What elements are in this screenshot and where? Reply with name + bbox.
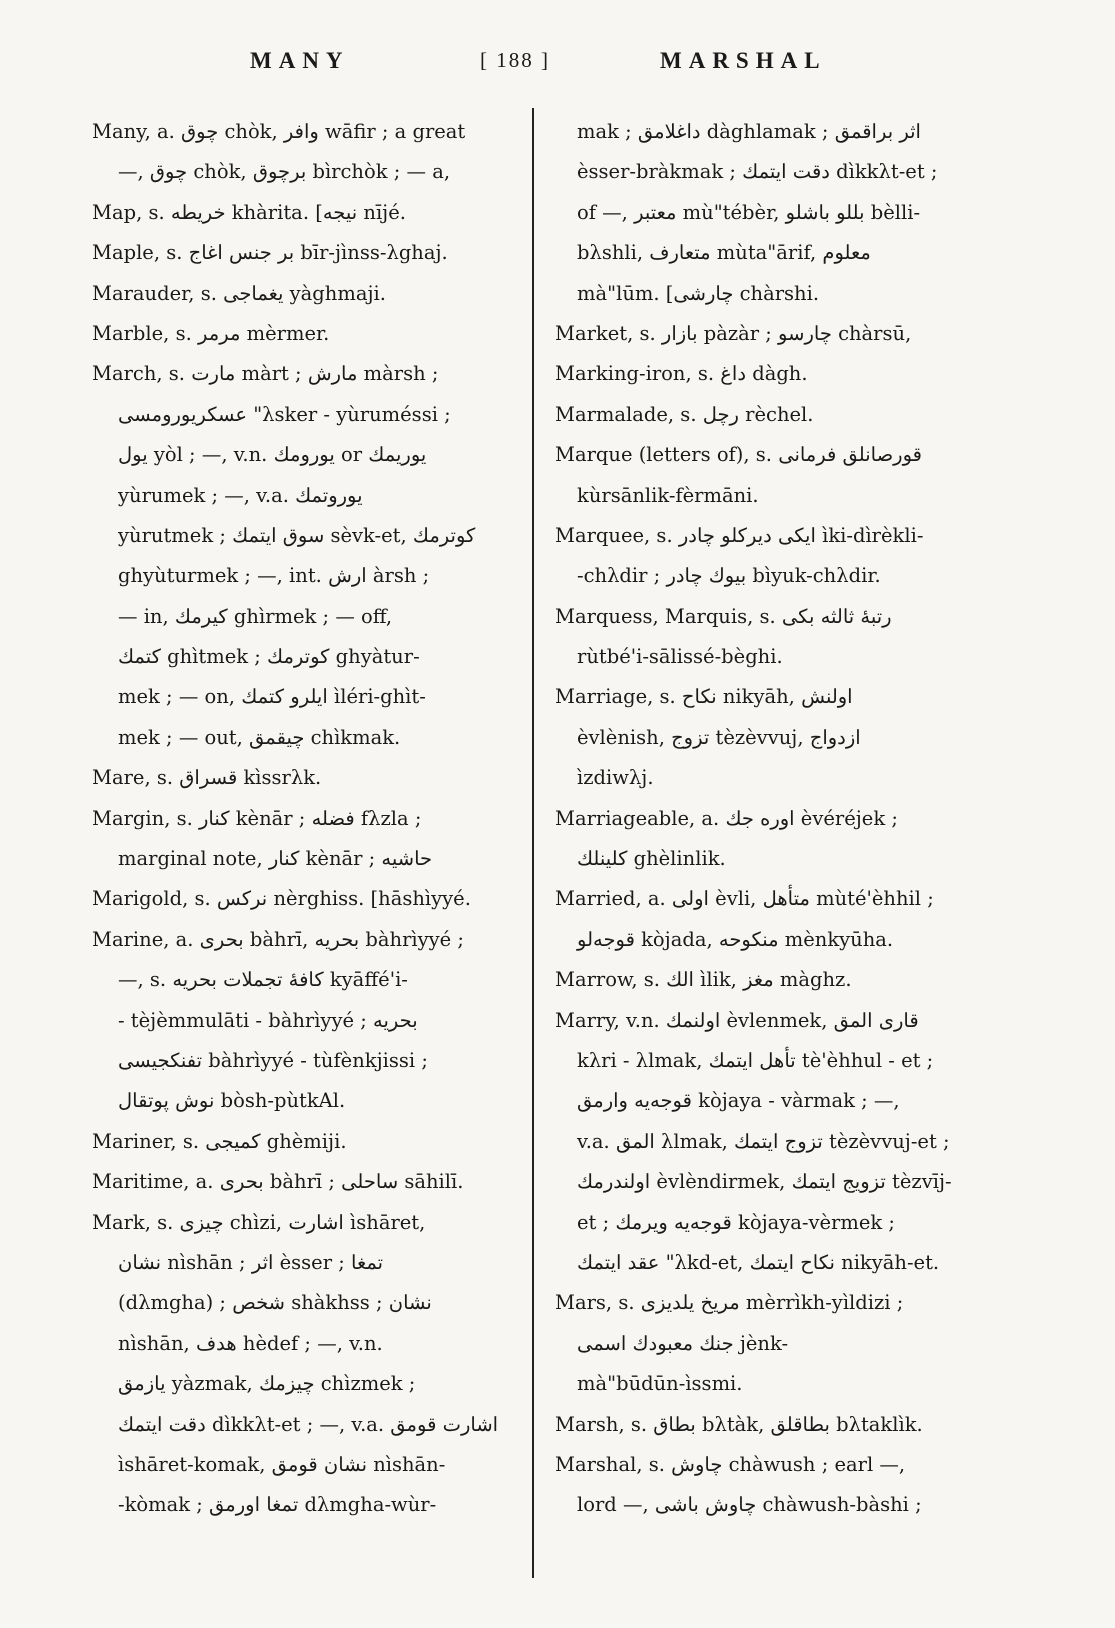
dictionary-line: كتمك ghìtmek ; كوترمك ghyàtur-	[118, 645, 420, 669]
dictionary-line: Marquess, Marquis, s. رتبۀ ثالثه بكى	[555, 604, 892, 628]
dictionary-line: Marble, s. مرمر mèrmer.	[92, 321, 330, 345]
dictionary-line: Marigold, s. نركس nèrghiss. [hāshìyyé.	[92, 887, 471, 911]
dictionary-line: yùrumek ; —, v.a. يوروتمك	[118, 483, 363, 507]
dictionary-line: Maple, s. بر جنس اغاج bīr-jìnss-λghaj.	[92, 241, 448, 265]
right-column	[555, 112, 970, 1526]
dictionary-line: lord —, چاوش باشى chàwush-bàshi ;	[577, 1493, 922, 1517]
dictionary-line: mek ; — on, ايلرو كتمك ìléri-ghìt-	[118, 685, 426, 709]
dictionary-line: kùrsānlik-fèrmāni.	[577, 483, 759, 507]
dictionary-line: mak ; داغلامق dàghlamak ; اثر براقمق	[577, 120, 921, 143]
left-column	[92, 112, 507, 1526]
dictionary-line: Marrow, s. الك ìlik, مغز màghz.	[555, 968, 852, 992]
dictionary-line: Marine, a. بحرى bàhrī, بحريه bàhrìyyé ;	[92, 927, 464, 951]
dictionary-line: Mariner, s. كميجى ghèmiji.	[92, 1129, 347, 1153]
page-number: [ 188 ]	[480, 48, 550, 72]
dictionary-line: —, چوق chòk, برچوق bìrchòk ; — a,	[118, 160, 451, 184]
dictionary-line: Marquee, s. ايكى ديركلو چادر ìki-dìrèkli-	[555, 523, 924, 547]
dictionary-line: Marque (letters of), s. قورصانلق فرمانى	[555, 443, 922, 467]
dictionary-line: marginal note, كنار kènār ; حاشيه	[118, 847, 433, 871]
dictionary-line: - tèjèmmulāti - bàhrìyyé ; بحريه	[118, 1008, 418, 1032]
dictionary-line: nìshān, هدف hèdef ; —, v.n.	[118, 1331, 383, 1355]
dictionary-line: mà"būdūn-ìssmi.	[577, 1372, 743, 1396]
dictionary-line: قوجه‌يه وارمق kòjaya - vàrmak ; —,	[577, 1089, 900, 1113]
dictionary-line: mek ; — out, چيقمق chìkmak.	[118, 725, 401, 749]
dictionary-line: يازمق yàzmak, چيزمك chìzmek ;	[118, 1372, 416, 1396]
dictionary-line: Marsh, s. بطاق bλtàk, بطاقلق bλtaklìk.	[555, 1412, 923, 1436]
dictionary-line: Marry, v.n. اولنمك èvlenmek, قارى المق	[555, 1008, 919, 1032]
dictionary-line: كلينلك ghèlinlik.	[577, 847, 726, 871]
dictionary-line: March, s. مارت màrt ; مارش màrsh ;	[92, 362, 439, 386]
dictionary-line: et ; قوجه‌يه ويرمك kòjaya-vèrmek ;	[577, 1210, 895, 1234]
dictionary-line: -kòmak ; تمغا اورمق dλmgha-wùr-	[118, 1493, 437, 1517]
dictionary-line: Marking-iron, s. داغ dàgh.	[555, 362, 808, 386]
dictionary-line: -chλdir ; بيوك چادر bìyuk-chλdir.	[577, 564, 881, 588]
dictionary-line: Many, a. چوق chòk, وافر wāfir ; a great	[92, 120, 466, 143]
dictionary-line: Married, a. اولى èvli, متأهل mùté'èhhil ;	[555, 887, 934, 911]
dictionary-line: Market, s. بازار pàzàr ; چارسو chàrsū,	[555, 321, 912, 345]
dictionary-line: (dλmgha) ; شخص shàkhss ; نشان	[118, 1291, 432, 1315]
dictionary-line: يول yòl ; —, v.n. يورومك or يوريمك	[118, 443, 427, 467]
dictionary-line: ìzdiwλj.	[577, 766, 654, 790]
dictionary-line: Map, s. خريطه khàrita. [نيجه nījé.	[92, 200, 406, 224]
dictionary-line: نوش پوتقال bòsh-pùtkAl.	[118, 1089, 346, 1113]
dictionary-line: Marriage, s. نكاح nikyāh, اولنش	[555, 685, 853, 709]
dictionary-line: جنك معبودك اسمى jènk-	[577, 1331, 789, 1355]
dictionary-line: Marauder, s. يغماجى yàghmaji.	[92, 281, 386, 305]
dictionary-line: —, s. كافۀ تجملات بحريه kyāffé'i-	[118, 968, 408, 992]
dictionary-line: ìshāret-komak, نشان قومق nìshān-	[118, 1452, 446, 1476]
dictionary-line: Margin, s. كنار kènār ; فضله fλzla ;	[92, 806, 422, 830]
dictionary-line: mà"lūm. [چارشى chàrshi.	[577, 281, 820, 305]
dictionary-line: èvlènish, تزوج tèzèvvuj, ازدواج	[577, 725, 861, 749]
dictionary-line: rùtbé'i-sālissé-bèghi.	[577, 645, 783, 669]
dictionary-line: عقد ايتمك "λkd-et, نكاح ايتمك nikyāh-et.	[577, 1250, 940, 1274]
running-header	[90, 40, 1020, 84]
dictionary-line: اولندرمك èvlèndirmek, تزويج ايتمك tèzvīj-	[577, 1170, 952, 1194]
dictionary-line: قوجه‌لو kòjada, منكوحه mènkyūha.	[577, 927, 894, 951]
dictionary-line: عسكريورومسى "λsker - yùruméssi ;	[118, 402, 451, 426]
dictionary-line: تفنكجيسى bàhrìyyé - tùfènkjissi ;	[118, 1048, 428, 1072]
dictionary-line: bλshli, متعارف mùta"ārif, معلوم	[577, 241, 871, 265]
dictionary-line: ghyùturmek ; —, int. ارش àrsh ;	[118, 564, 430, 588]
dictionary-line: Maritime, a. بحرى bàhrī ; ساحلى sāhilī.	[92, 1170, 464, 1194]
dictionary-line: v.a. المق λlmak, تزوج ايتمك tèzèvvuj-et ;	[577, 1129, 950, 1153]
dictionary-line: kλri - λlmak, تأهل ايتمك tè'èhhul - et ;	[577, 1048, 934, 1072]
header-left-word: MANY	[250, 48, 350, 73]
dictionary-line: yùrutmek ; سوق ايتمك sèvk-et, كوترمك	[118, 523, 476, 547]
dictionary-line: Marshal, s. چاوش chàwush ; earl —,	[555, 1452, 906, 1476]
dictionary-line: èsser-bràkmak ; دقت ايتمك dìkkλt-et ;	[577, 160, 938, 184]
dictionary-line: Mare, s. قسراق kìssrλk.	[92, 766, 322, 790]
header-right-word: MARSHAL	[660, 48, 827, 73]
dictionary-line: Mars, s. مريخ يلديزى mèrrìkh-yìldizi ;	[555, 1291, 904, 1315]
dictionary-line: of —, معتبر mù"tébèr, بللو باشلو bèlli-	[577, 200, 921, 224]
dictionary-line: نشان nìshān ; اثر èsser ; تمغا	[118, 1250, 384, 1274]
dictionary-line: Marriageable, a. اوره جك èvéréjek ;	[555, 806, 898, 830]
column-divider	[532, 108, 534, 1578]
dictionary-line: دقت ايتمك dìkkλt-et ; —, v.a. اشارت قومق	[118, 1412, 499, 1436]
dictionary-line: Marmalade, s. رچل rèchel.	[555, 402, 814, 426]
dictionary-line: Mark, s. چيزى chìzi, اشارت ìshāret,	[92, 1210, 426, 1234]
dictionary-line: — in, كيرمك ghìrmek ; — off,	[118, 604, 393, 628]
